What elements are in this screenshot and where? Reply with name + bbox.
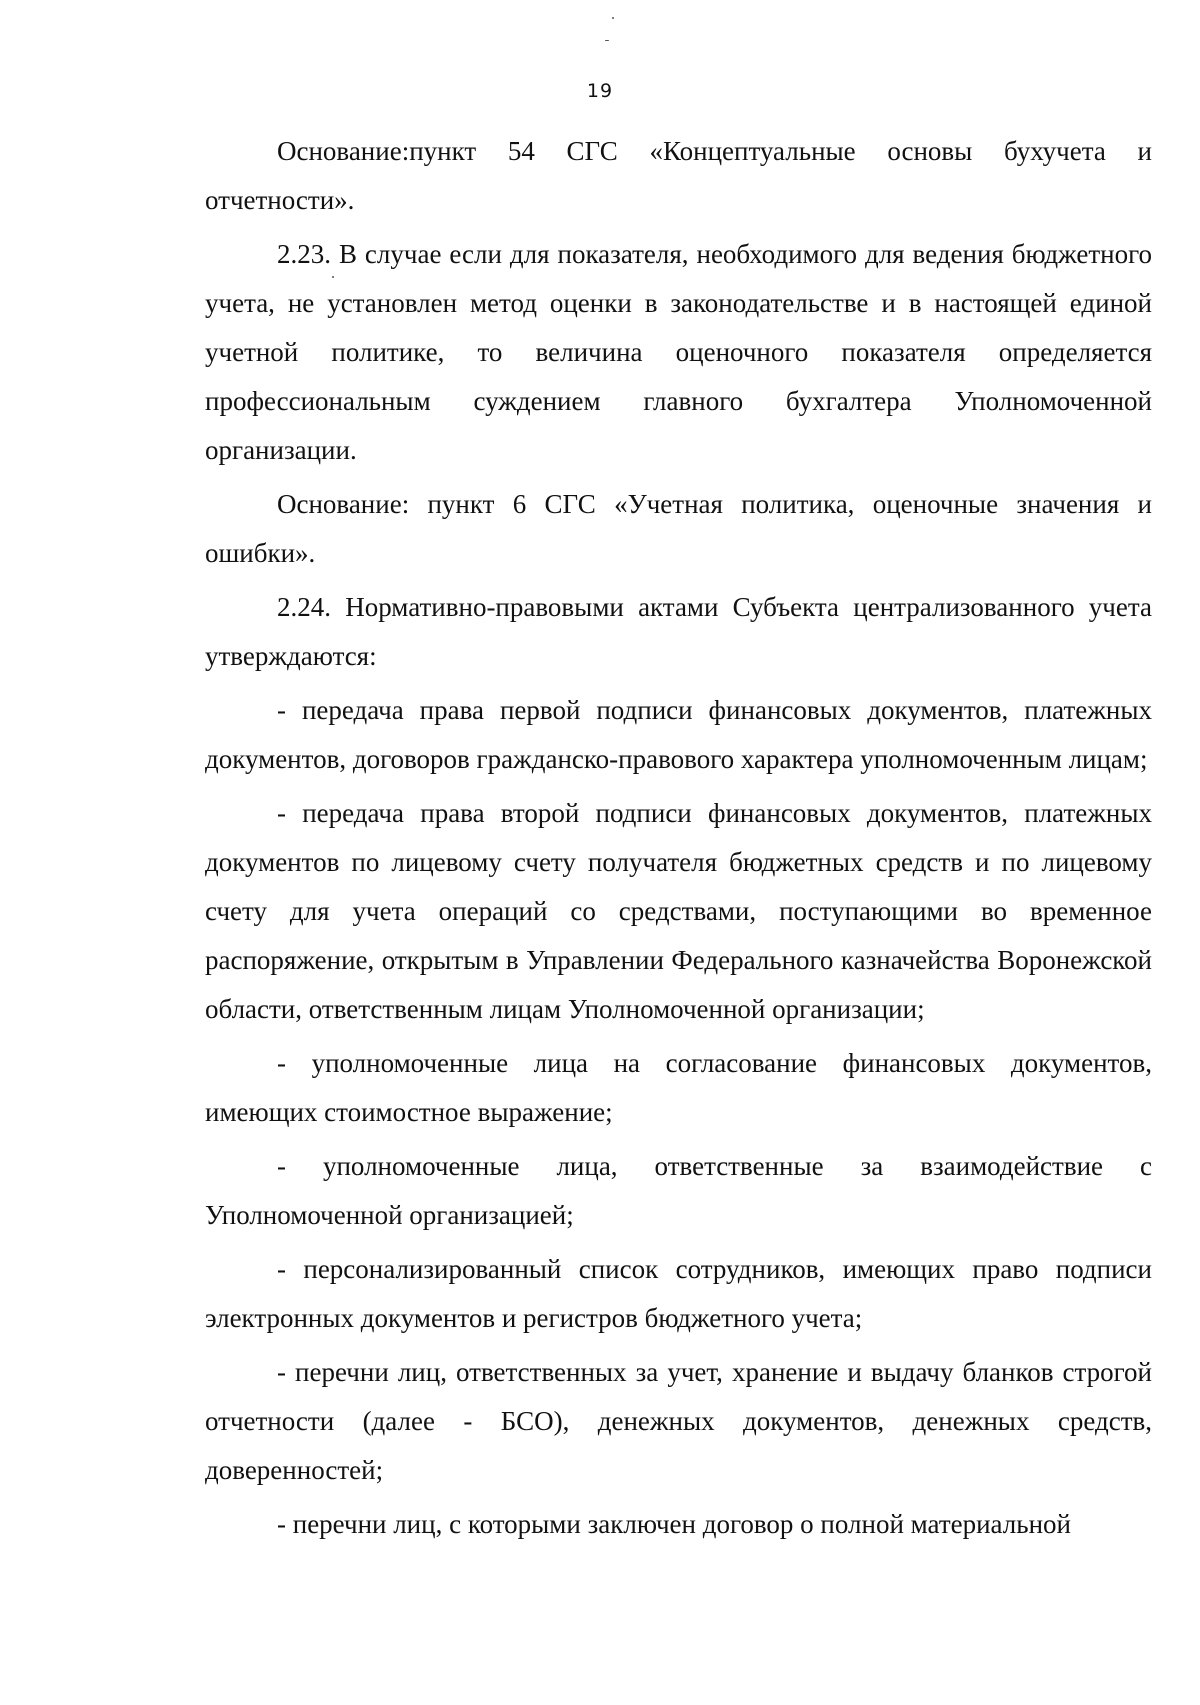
list-item: - передача права первой подписи финансовых документов, платежных документов, договоров гражданско-правового характера уполномоченным лицам; — [205, 695, 1152, 774]
list-item: - перечни лиц, с которыми заключен договор о полной материальной — [277, 1509, 1071, 1539]
paragraph-2-24: 2.24. Нормативно-правовыми актами Субъекта централизованного учета утверждаются: — [205, 592, 1152, 671]
document-body — [205, 127, 1152, 1554]
scan-speck — [605, 40, 609, 41]
scan-speck — [612, 17, 614, 19]
page-number: 19 — [586, 80, 614, 102]
paragraph-basis-54: Основание:пункт 54 СГС «Концептуальные основы бухучета и отчетности». — [205, 136, 1152, 215]
list-item: - персонализированный список сотрудников, имеющих право подписи электронных документов и регистров бюджетного учета; — [205, 1254, 1152, 1333]
list-item: - уполномоченные лица на согласование финансовых документов, имеющих стоимостное выражение; — [205, 1048, 1152, 1127]
list-item: - уполномоченные лица, ответственные за взаимодействие с Уполномоченной организацией; — [205, 1151, 1152, 1230]
list-item: - перечни лиц, ответственных за учет, хранение и выдачу бланков строгой отчетности (далее - БСО), денежных документов, денежных средств, доверенностей; — [205, 1357, 1152, 1485]
list-item: - передача права второй подписи финансовых документов, платежных документов по лицевому счету получателя бюджетных средств и по лицевому счету для учета операций со средствами, поступающими во временное распоряжение, открытым в Управлении Федерального казначейства Воронежской области, ответственным лицам Уполномоченной организации; — [205, 798, 1152, 1024]
paragraph-2-23: 2.23. В случае если для показателя, необходимого для ведения бюджетного учета, не установлен метод оценки в законодательстве и в настоящей единой учетной политике, то величина оценочного показателя определяется профессиональным суждением главного бухгалтера Уполномоченной организации. — [205, 239, 1152, 465]
paragraph-basis-6: Основание: пункт 6 СГС «Учетная политика, оценочные значения и ошибки». — [205, 489, 1152, 568]
